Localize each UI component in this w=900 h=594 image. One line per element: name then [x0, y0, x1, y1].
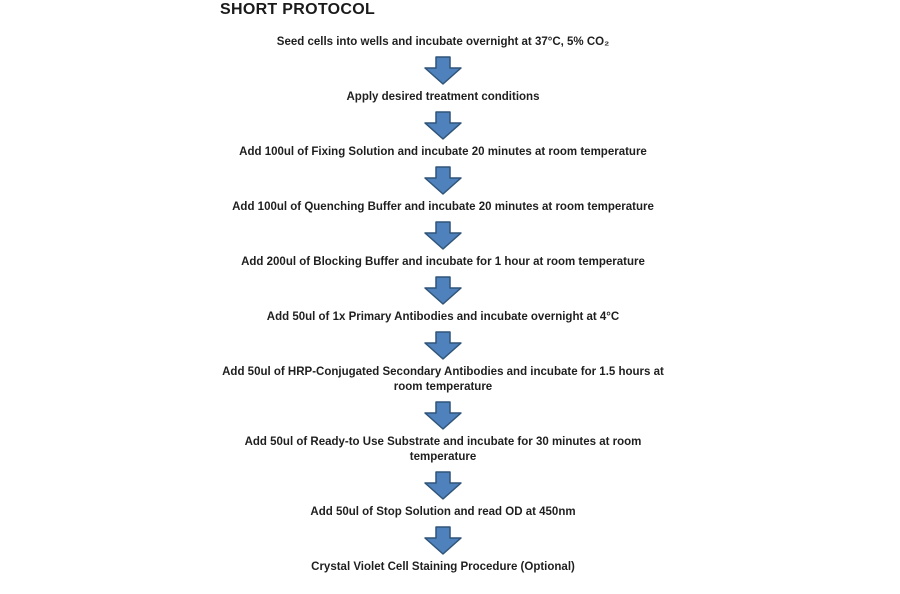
- down-arrow-icon: [424, 221, 462, 250]
- down-arrow-icon: [424, 276, 462, 305]
- protocol-step: Add 50ul of HRP-Conjugated Secondary Antibodies and incubate for 1.5 hours at room temperature: [222, 366, 664, 393]
- protocol-step: Crystal Violet Cell Staining Procedure (Optional): [311, 561, 575, 573]
- protocol-step: Seed cells into wells and incubate overnight at 37°C, 5% CO₂: [276, 36, 610, 48]
- down-arrow-icon: [424, 471, 462, 500]
- protocol-step: Add 50ul of 1x Primary Antibodies and incubate overnight at 4°C: [266, 311, 620, 323]
- down-arrow-icon: [424, 401, 462, 430]
- protocol-step: Add 100ul of Fixing Solution and incubate 20 minutes at room temperature: [239, 146, 647, 158]
- down-arrow-icon: [424, 331, 462, 360]
- down-arrow-icon: [424, 56, 462, 85]
- protocol-step: Add 200ul of Blocking Buffer and incubate for 1 hour at room temperature: [241, 256, 645, 268]
- protocol-flow: [163, 35, 723, 575]
- protocol-step: Add 100ul of Quenching Buffer and incubate 20 minutes at room temperature: [232, 201, 654, 213]
- page-title: SHORT PROTOCOL: [220, 1, 376, 18]
- protocol-step: Apply desired treatment conditions: [346, 91, 540, 103]
- down-arrow-icon: [424, 111, 462, 140]
- down-arrow-icon: [424, 526, 462, 555]
- protocol-step: Add 50ul of Stop Solution and read OD at 450nm: [310, 506, 576, 518]
- down-arrow-icon: [424, 166, 462, 195]
- protocol-step: Add 50ul of Ready-to Use Substrate and incubate for 30 minutes at room temperature: [244, 436, 642, 463]
